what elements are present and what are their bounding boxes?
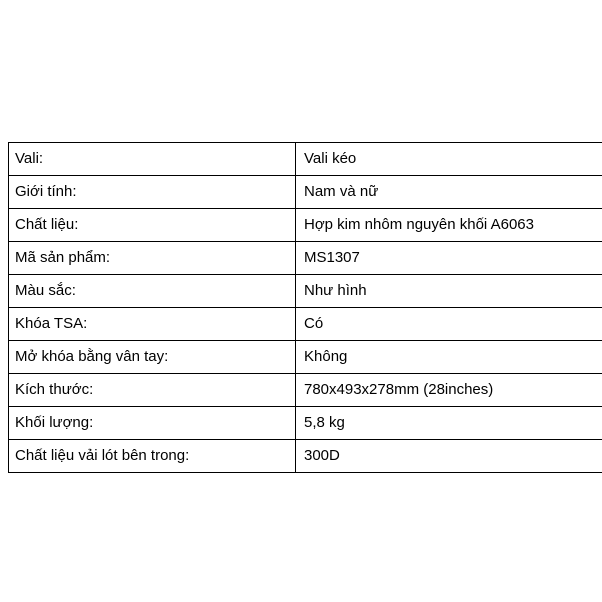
spec-label: Khối lượng: xyxy=(9,407,296,440)
spec-value: Hợp kim nhôm nguyên khối A6063 xyxy=(296,209,602,242)
spec-value: Không xyxy=(296,341,602,374)
spec-value: Như hình xyxy=(296,275,602,308)
table-row xyxy=(9,341,602,374)
table-row xyxy=(9,275,602,308)
table-row xyxy=(9,209,602,242)
spec-value: Vali kéo xyxy=(296,143,602,176)
spec-value: 5,8 kg xyxy=(296,407,602,440)
table-row xyxy=(9,143,602,176)
table-row xyxy=(9,242,602,275)
spec-label: Khóa TSA: xyxy=(9,308,296,341)
spec-label: Vali: xyxy=(9,143,296,176)
table-body xyxy=(9,143,602,473)
table-row xyxy=(9,407,602,440)
spec-label: Giới tính: xyxy=(9,176,296,209)
spec-value: MS1307 xyxy=(296,242,602,275)
table-row xyxy=(9,374,602,407)
spec-label: Mở khóa bằng vân tay: xyxy=(9,341,296,374)
spec-value: 300D xyxy=(296,440,602,473)
spec-value: Có xyxy=(296,308,602,341)
spec-label: Kích thước: xyxy=(9,374,296,407)
table-row xyxy=(9,176,602,209)
spec-value: Nam và nữ xyxy=(296,176,602,209)
product-specification-table xyxy=(8,142,602,473)
spec-label: Chất liệu vải lót bên trong: xyxy=(9,440,296,473)
table-row xyxy=(9,440,602,473)
spec-label: Chất liệu: xyxy=(9,209,296,242)
spec-label: Màu sắc: xyxy=(9,275,296,308)
spec-label: Mã sản phẩm: xyxy=(9,242,296,275)
spec-value: 780x493x278mm (28inches) xyxy=(296,374,602,407)
table-row xyxy=(9,308,602,341)
